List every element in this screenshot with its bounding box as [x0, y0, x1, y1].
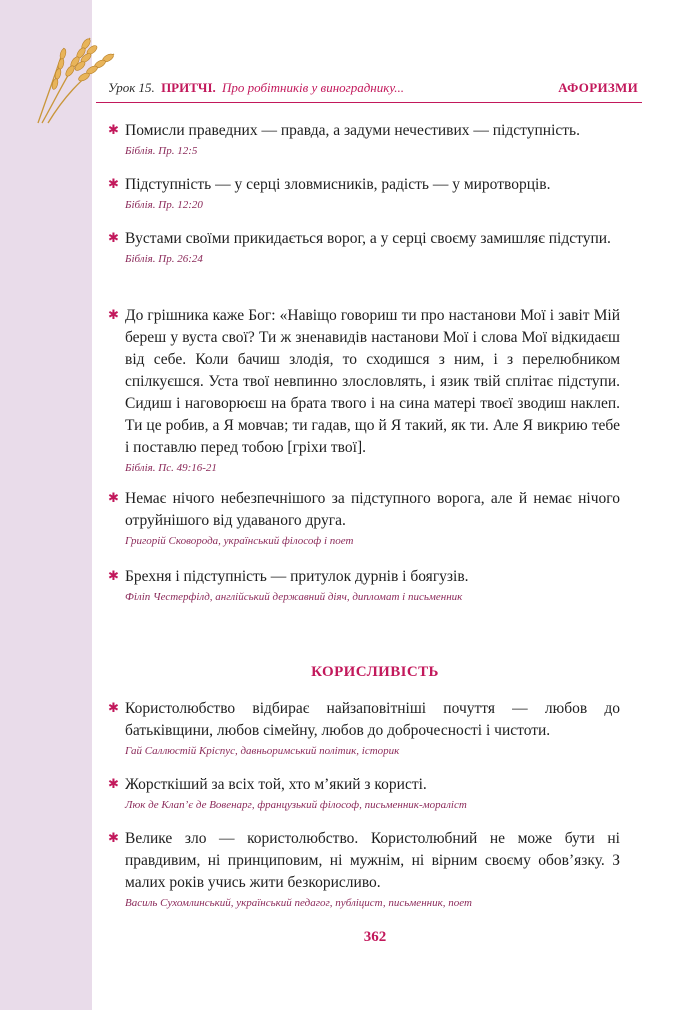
quote-source: Біблія. Пр. 12:20	[125, 199, 203, 211]
quote-item	[108, 698, 620, 757]
quote-source: Василь Сухомлинський, український педагог, публіцист, письменник, поет	[125, 897, 472, 909]
asterisk-bullet-icon: ✱	[108, 490, 119, 505]
quote-item	[108, 774, 620, 811]
quote-item	[108, 174, 620, 211]
quote-text: Брехня і підступність — притулок дурнів і боягузів.	[125, 568, 469, 585]
quote-text: Немає нічого небезпечнішого за підступного ворога, але й немає нічого отруйнішого від удаваного друга.	[125, 490, 620, 529]
quote-item	[108, 305, 620, 474]
quote-item	[108, 488, 620, 547]
section-title: КОРИСЛИВІСТЬ	[311, 664, 439, 680]
side-band	[0, 0, 92, 1010]
asterisk-bullet-icon: ✱	[108, 776, 119, 791]
quote-source: Біблія. Пр. 12:5	[125, 145, 198, 157]
header-rule	[96, 102, 642, 103]
asterisk-bullet-icon: ✱	[108, 230, 119, 245]
quote-text: До грішника каже Бог: «Навіщо говориш ти про настанови Мої і завіт Мій береш у вуста свої? Ти ж зненавидів настанови Мої і слова Мої відкидаєш від себе. Коли бачиш злодія, то сходишся з ним, і з перелюбником спілкуєшся. Уста твої невпинно злословлять, і язик твій сплітає підступи. Сидиш і наговорюєш на брата твого і на сина матері твоєї зводиш наклеп. Ти це робив, а Я мовчав; ти гадав, що й Я такий, як ти. Але Я викрию тебе і поставлю перед тобою [гріхи твої].	[125, 307, 620, 456]
lesson-label: Урок 15.	[108, 80, 155, 95]
quote-source: Філіп Честерфілд, англійський державний діяч, дипломат і письменник	[125, 591, 463, 603]
quote-item	[108, 120, 620, 157]
quote-text: Жорсткіший за всіх той, хто м’який з користі.	[125, 776, 427, 793]
quote-text: Помисли праведних — правда, а задуми нечестивих — підступність.	[125, 122, 580, 139]
quote-text: Вустами своїми прикидається ворог, а у серці своєму замишляє підступи.	[125, 230, 611, 247]
asterisk-bullet-icon: ✱	[108, 568, 119, 583]
asterisk-bullet-icon: ✱	[108, 176, 119, 191]
header-title: ПРИТЧІ.	[161, 80, 216, 95]
asterisk-bullet-icon: ✱	[108, 830, 119, 845]
quote-text: Велике зло — користолюбство. Користолюбний не може бути ні правдивим, ні принциповим, ні мужнім, ні вірним своєму обов’язку. З малих років учись жити безкорисливо.	[125, 830, 620, 891]
header-section: АФОРИЗМИ	[558, 80, 638, 95]
asterisk-bullet-icon: ✱	[108, 307, 119, 322]
quote-source: Біблія. Пс. 49:16-21	[125, 462, 217, 474]
running-header	[108, 78, 638, 102]
asterisk-bullet-icon: ✱	[108, 122, 119, 137]
quote-source: Григорій Сковорода, український філософ і поет	[125, 535, 354, 547]
quote-item	[108, 566, 620, 603]
asterisk-bullet-icon: ✱	[108, 700, 119, 715]
quote-source: Гай Саллюстій Кріспус, давньоримський політик, історик	[125, 745, 400, 757]
quote-item	[108, 228, 620, 265]
page-number: 362	[363, 929, 387, 945]
quote-source: Біблія. Пр. 26:24	[125, 253, 203, 265]
quote-text: Користолюбство відбирає найзаповітніші почуття — любов до батьківщини, любов сімейну, любов до доброчесності і чистоти.	[125, 700, 620, 739]
header-subtitle: Про робітників у винограднику...	[222, 80, 405, 95]
quote-source: Люк де Клап’є де Вовенарг, французький філософ, письменник-мораліст	[125, 799, 467, 811]
quote-text: Підступність — у серці зловмисників, радість — у миротворців.	[125, 176, 551, 193]
quote-item	[108, 828, 620, 909]
